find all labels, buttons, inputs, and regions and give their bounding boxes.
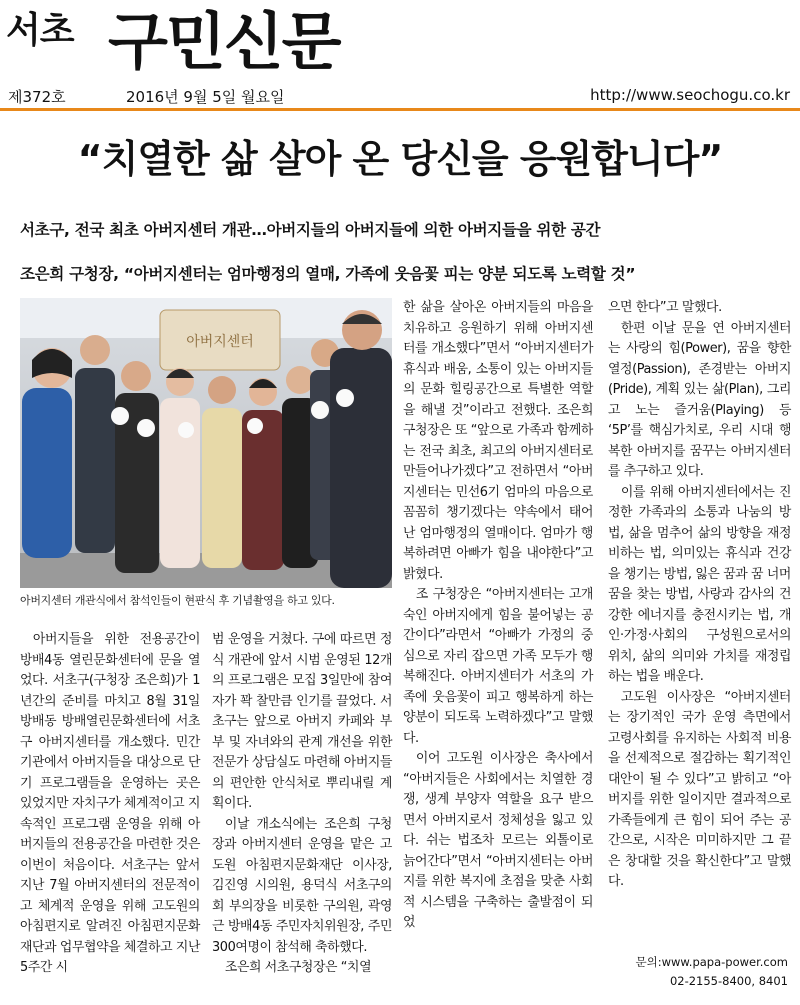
masthead-title: 구민신문	[108, 5, 340, 78]
paragraph: 한편 이날 문을 연 아버지센터는 사랑의 힘(Power), 꿈을 향한 열정(Passion), 존경받는 아버지(Pride), 계획 있는 삶(Plan), 그리고 노는 즐거움(Playing) 등 ‘5P’를 핵심가치로, 우리 시대 행복한 아버지를 꿈꾸는 아버지센터를 추구하고 있다.	[608, 320, 791, 479]
issue-date: 2016년 9월 5일 월요일	[126, 88, 285, 106]
article-column-4	[608, 298, 791, 893]
subheadline-1: 서초구, 전국 최초 아버지센터 개관…아버지들의 아버지들에 의한 아버지들을 위한 공간	[20, 221, 601, 239]
paragraph: 으면 한다”고 말했다.	[608, 300, 722, 315]
headline: “치열한 삶 살아 온 당신을 응원합니다”	[77, 137, 723, 181]
contact-website[interactable]: 문의:www.papa-power.com	[635, 955, 788, 969]
paragraph: 고도원 이사장은 “아버지센터는 장기적인 국가 운영 측면에서 고령사회를 유지하는 사회적 비용을 선제적으로 절감하는 획기적인 대안이 될 수 있다”고 밝히고 “아버지를 위한 일이지만 결과적으로 가족들에게 큰 힘이 되어 주는 공간으로, 시작은 미미하지만 그 끝은 창대할 것을 확신한다”고 말했다.	[608, 689, 791, 889]
article-photo	[20, 298, 392, 588]
site-url[interactable]: http://www.seochogu.co.kr	[590, 86, 790, 104]
paragraph: 아버지들을 위한 전용공간이 방배4동 열린문화센터에 문을 열었다. 서초구(구청장 조은희)가 1년간의 준비를 마치고 8월 31일 방배동 방배열린문화센터에 서초구 아버지센터를 개소했다. 민간 기관에서 아버지들을 대상으로 단기 프로그램들을 운영하는 곳은 있었지만 자치구가 체계적이고 지속적인 프로그램 운영을 위해 아버지들의 전용공간을 마련한 것은 이번이 처음이다. 서초구는 앞서 지난 7월 아버지센터의 전문적이고 체계적 운영을 위해 고도원의 아침편지로 알려진 아침편지문화재단과 업무협약을 체결하고 지난 5주간 시	[20, 632, 200, 975]
masthead-region: 서초	[6, 10, 74, 51]
paragraph: 이어 고도원 이사장은 축사에서 “아버지들은 사회에서는 치열한 경쟁, 생계 부양자 역할을 요구 받으면서 아버지로서 정체성을 잃고 있다. 쉬는 법조차 모르는 외톨이로 늙어간다”면서 “아버지센터는 아버지를 위한 복지에 초점을 맞춘 사회적 시스템을 구축하는 출발점이 되었	[403, 751, 593, 930]
contact-info	[636, 953, 788, 991]
article-column-1	[20, 630, 200, 979]
paragraph: 조은희 서초구청장은 “치열	[224, 960, 372, 975]
article-column-3	[403, 298, 593, 934]
paragraph: 조 구청장은 “아버지센터는 고개 숙인 아버지에게 힘을 불어넣는 공간이다”라면서 “아빠가 가정의 중심으로 자리 잡으면 가족 모두가 행복해진다. 아버지센터가 서초의 가족에 웃음꽃이 피고 행복하게 하는 양분이 되도록 노력하겠다”고 말했다.	[403, 587, 593, 746]
subheadline-2: 조은희 구청장, “아버지센터는 엄마행정의 열매, 가족에 웃음꽃 피는 양분 되도록 노력할 것”	[20, 265, 636, 283]
header-rule	[0, 108, 800, 111]
article-column-2	[212, 630, 392, 979]
issue-number: 제372호	[8, 88, 66, 106]
paragraph: 이날 개소식에는 조은희 구청장과 아버지센터 운영을 맡은 고도원 아침편지문화재단 이사장, 김진영 시의원, 용덕식 서초구의회 부의장을 비롯한 구의원, 곽영근 방배4동 주민자치위원장, 주민 300여명이 참석해 축하했다.	[212, 816, 392, 955]
photo-caption: 아버지센터 개관식에서 참석인들이 현판식 후 기념촬영을 하고 있다.	[20, 594, 335, 607]
paragraph: 한 삶을 살아온 아버지들의 마음을 치유하고 응원하기 위해 아버지센터를 개소했다”면서 “아버지센터가 휴식과 배움, 소통이 있는 아버지들의 문화 힐링공간으로 특별한 역할을 해낼 것”이라고 전했다. 조은희 구청장은 또 “앞으로 가족과 함께하는 전국 최초, 최고의 아버지센터로 만들어나가겠다”고 전하면서 “아버지센터는 민선6기 엄마의 마음으로 꼼꼼히 챙기겠다는 약속에서 태어난 엄마행정의 열매이다. 엄마가 행복하려면 아빠가 힘을 내야한다”고 밝혔다.	[403, 300, 593, 582]
paragraph: 이를 위해 아버지센터에서는 진정한 가족과의 소통과 나눔의 방법, 삶을 멈추어 삶의 방향을 재정비하는 법, 의미있는 휴식과 건강을 챙기는 방법, 잃은 꿈과 꿈 너머 꿈을 찾는 방법, 사랑과 감사의 건강한 에너지를 충전시키는 법, 개인·가정·사회의 구성원으로서의 위치, 삶의 의미와 가치를 재정립하는 법을 배운다.	[608, 484, 791, 684]
photo-sign-text: 아버지센터	[186, 334, 254, 350]
contact-phone: 02-2155-8400, 8401	[669, 974, 788, 988]
paragraph: 범 운영을 거쳤다. 구에 따르면 정식 개관에 앞서 시범 운영된 12개의 프로그램은 모집 3일만에 참여자가 꽉 찰만큼 인기를 끌었다. 서초구는 앞으로 아버지 카페와 부부 및 자녀와의 관계 개선을 위한 전문가 상담실도 마련해 아버지들의 편안한 안식처로 뿌리내릴 계획이다.	[212, 632, 392, 811]
